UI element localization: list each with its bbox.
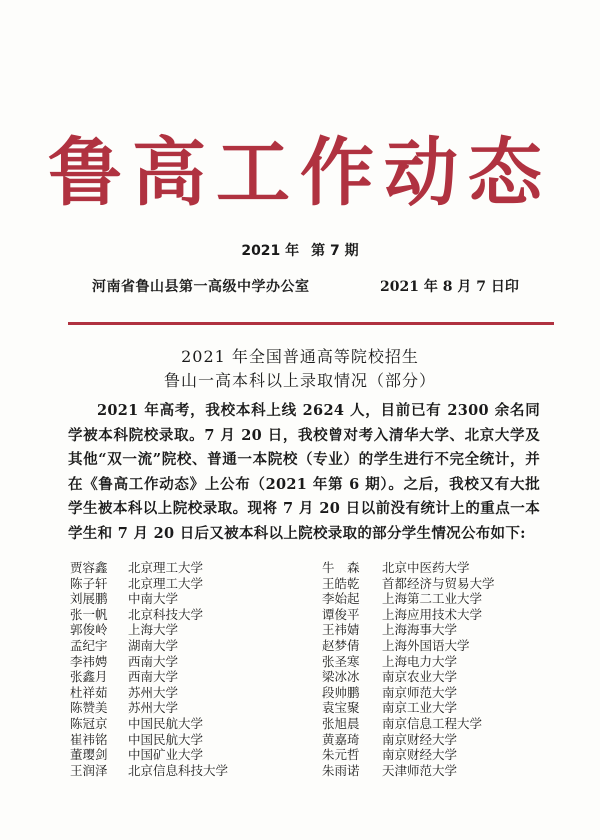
student-name: 王祎婧: [322, 622, 360, 638]
student-name: 张旭晨: [322, 715, 360, 731]
student-name: 刘展鹏: [70, 591, 108, 607]
student-name: 杜祥茹: [70, 684, 108, 700]
list-item: [322, 700, 495, 716]
student-name: 赵梦倩: [322, 637, 360, 653]
university-name: 上海应用技术大学: [382, 606, 483, 622]
university-name: 北京信息科技大学: [128, 762, 229, 778]
student-name: 陈冠京: [70, 715, 108, 731]
list-item: [322, 607, 495, 623]
list-item: [322, 591, 495, 607]
student-name: 张圣寒: [322, 653, 360, 669]
list-item: [322, 685, 495, 701]
student-name: 谭俊平: [322, 606, 360, 622]
print-date: 2021 年 8 月 7 日印: [380, 279, 519, 295]
student-name: 贾容鑫: [70, 560, 108, 575]
list-item: [322, 747, 495, 763]
university-name: 中国民航大学: [128, 715, 204, 731]
list-item: [70, 654, 228, 670]
university-name: 南京工业大学: [382, 700, 458, 716]
university-name: 北京中医药大学: [382, 560, 470, 575]
student-name: 梁冰冰: [322, 669, 360, 685]
list-item: [322, 763, 495, 779]
list-item: [322, 622, 495, 638]
student-name: 孟纪宇: [70, 637, 108, 653]
list-item: [322, 654, 495, 670]
list-item: [70, 763, 228, 779]
university-name: 南京农业大学: [382, 669, 458, 685]
list-item: [70, 591, 228, 607]
university-name: 南京师范大学: [382, 684, 458, 700]
student-name: 李始起: [322, 591, 360, 607]
student-name: 张鑫月: [70, 669, 108, 685]
university-name: 北京科技大学: [128, 606, 204, 622]
student-name: 黄嘉琦: [322, 731, 360, 747]
university-name: 西南大学: [128, 669, 179, 685]
university-name: 中国矿业大学: [128, 747, 204, 763]
list-item: [70, 685, 228, 701]
university-name: 天津师范大学: [382, 762, 458, 778]
issue-line: [0, 240, 600, 260]
student-name: 李祎娉: [70, 653, 108, 669]
list-item: [322, 638, 495, 654]
list-item: [70, 576, 228, 592]
article-body: [68, 399, 540, 546]
university-name: 中国民航大学: [128, 731, 204, 747]
university-name: 西南大学: [128, 653, 179, 669]
list-item: [70, 622, 228, 638]
list-item: [70, 607, 228, 623]
university-name: 南京财经大学: [382, 747, 458, 763]
list-item: [70, 700, 228, 716]
university-name: 苏州大学: [128, 684, 179, 700]
list-item: [70, 732, 228, 748]
article-title-line-1: 2021 年全国普通高等院校招生: [181, 347, 419, 366]
student-name: 朱雨诺: [322, 762, 360, 778]
issue-number: 第 7 期: [311, 243, 359, 259]
university-name: 南京信息工程大学: [382, 715, 483, 731]
admission-list-right: [322, 560, 495, 778]
header-divider: [68, 322, 554, 325]
student-name: 郭俊岭: [70, 622, 108, 638]
list-item: [322, 732, 495, 748]
admission-list-left: [70, 560, 228, 778]
student-name: 崔祎铭: [70, 731, 108, 747]
student-name: 段帅鹏: [322, 684, 360, 700]
student-name: 董璎剑: [70, 747, 108, 763]
list-item: [322, 716, 495, 732]
university-name: 苏州大学: [128, 700, 179, 716]
student-name: 张一帆: [70, 606, 108, 622]
list-item: [322, 669, 495, 685]
student-name: 陈子轩: [70, 575, 108, 591]
article-title-line-2: 鲁山一高本科以上录取情况（部分）: [163, 371, 436, 390]
university-name: 北京理工大学: [128, 575, 204, 591]
issuing-office: 河南省鲁山县第一高级中学办公室: [92, 279, 310, 295]
university-name: 上海电力大学: [382, 653, 458, 669]
list-item: [322, 560, 495, 576]
university-name: 上海第二工业大学: [382, 591, 483, 607]
university-name: 上海外国语大学: [382, 637, 470, 653]
student-name: 牛 森: [322, 560, 360, 575]
list-item: [70, 560, 228, 576]
student-name: 陈赞美: [70, 700, 108, 716]
issue-year: 2021 年: [241, 243, 300, 259]
article-paragraph: 2021 年高考，我校本科上线 2624 人，目前已有 2300 余名同学被本科院校录取。7 月 20 日，我校曾对考入清华大学、北京大学及其他“双一流”院校、普通一本院校（专业）的学生进行不完全统计，并在《鲁高工作动态》上公布（2021 年第 6 期）。之后，我校又有大批学生被本科以上院校录取。现将 7 月 20 日以前没有统计上的重点一本学生和 7 月 20 日后又被本科以上院校录取的部分学生情况公布如下:: [68, 402, 540, 542]
student-name: 朱元哲: [322, 747, 360, 763]
list-item: [70, 716, 228, 732]
list-item: [70, 747, 228, 763]
list-item: [70, 638, 228, 654]
university-name: 首都经济与贸易大学: [382, 575, 495, 591]
student-name: 王润泽: [70, 762, 108, 778]
student-name: 袁宝聚: [322, 700, 360, 716]
student-name: 王皓乾: [322, 575, 360, 591]
university-name: 上海海事大学: [382, 622, 458, 638]
masthead-title: 鲁高工作动态: [48, 130, 552, 216]
list-item: [322, 576, 495, 592]
university-name: 中南大学: [128, 591, 179, 607]
university-name: 上海大学: [128, 622, 179, 638]
university-name: 湖南大学: [128, 637, 179, 653]
list-item: [70, 669, 228, 685]
university-name: 北京理工大学: [128, 560, 204, 575]
university-name: 南京财经大学: [382, 731, 458, 747]
